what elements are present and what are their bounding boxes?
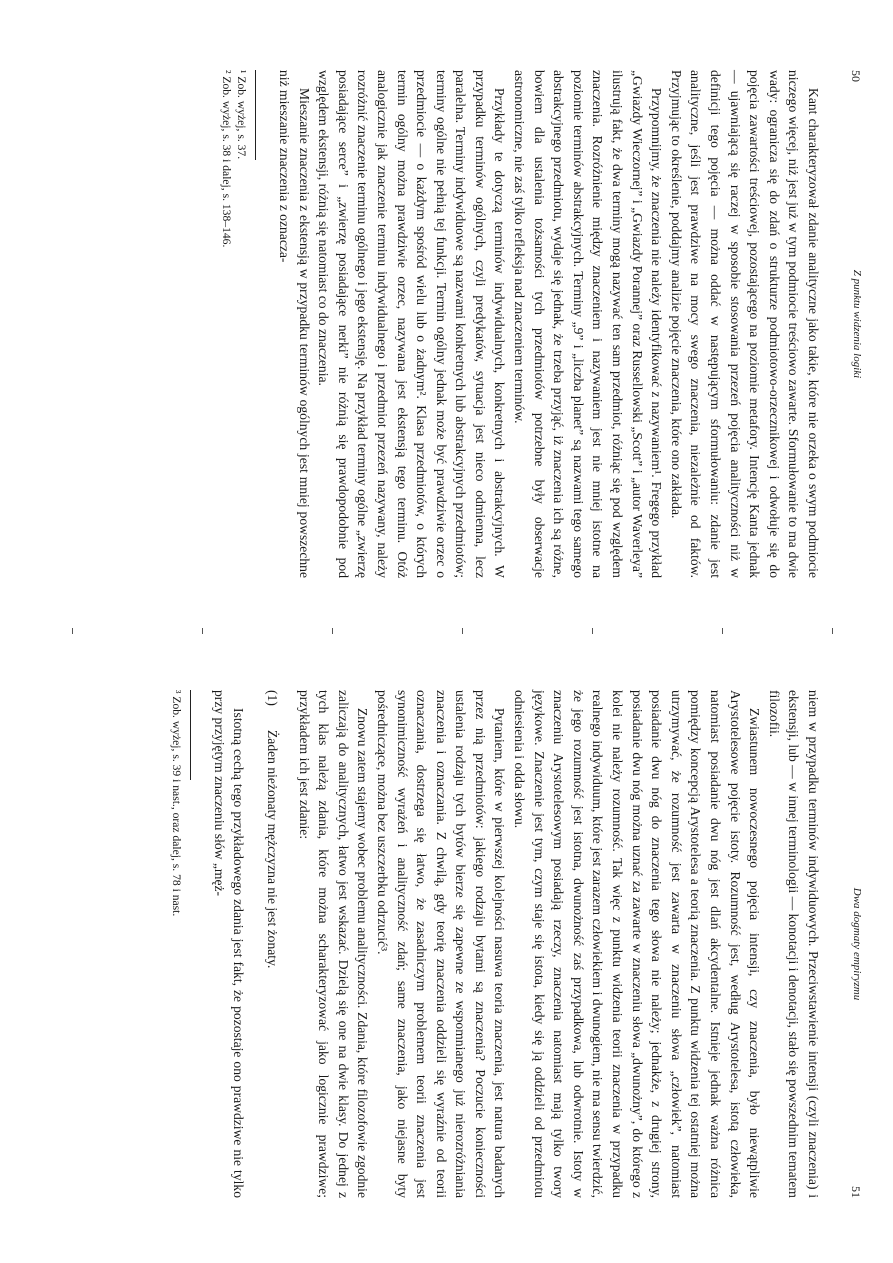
paragraph: Zwiastunem nowoczesnego pojęcia intensji, czy znaczenia, było niewątpliwie Arystotelesowe pojęcie istoty. Rozumność jest, według Arystotelesa, istotą człowieka, natomiast posiadanie dwu nóg jest dlań akcydentalne. Istnieje jednak ważna różnica pomiędzy koncepcją Arystotelesa a teorią znaczenia. Z punktu widzenia tej ostatniej można utrzymywać, że rozumność jest zawarta w znaczeniu słowa „człowiek”, natomiast posiadanie dwu nóg do znaczenia tego słowa nie należy; jednakże, z drugiej strony, posiadanie dwu nóg można uznać za zawarte w znaczeniu słowa „dwunożny”, do którego z kolei nie należy rozumność. Tak więc z punktu widzenia teorii znaczenia w przypadku realnego indywiduum, które jest zarazem człowiekiem i dwunogiem, nie ma sensu twierdzić, że jego rozumność jest istotna, dwunożność zaś przypadkowa, lub odwrotnie. Istoty w znaczeniu Arystotelesowym posiadają rzeczy, znaczenia natomiast mają tylko twory językowe. Znaczenie jest tym, czym staje się istota, kiedy się ją oddzieli od przedmiotu odniesienia i odda słowu.	[512, 690, 763, 1198]
footnotes	[219, 70, 249, 578]
paragraph: Pytaniem, które w pierwszej kolejności nasuwa teoria znaczenia, jest natura badanych przez nią przedmiotów: jakiego rodzaju bytami są znaczenia? Poczucie konieczności ustalenia rodzaju tych bytów bierze się zapewne ze wspomnianego już nierozróżniania znaczenia i oznaczania. Z chwilą, gdy teorię znaczenia oddzieli się wyraźnie od teorii oznaczania, dostrzega się łatwo, że zasadniczym problemem teorii znaczenia jest synonimiczność wyrażeń i analityczność zdań; same znaczenia, jako niejasne byty pośredniczące, można bez uszczerbku odrzucić³.	[374, 690, 508, 1198]
left-page	[0, 40, 893, 600]
page-number: 50	[849, 70, 863, 82]
paragraph: Przypomnijmy, że znaczenia nie należy identyfikować z nazywaniem¹. Fregego przykład „Gwiazdy Wieczornej” i „Gwiazdy Porannej” oraz Russellowski „Scott” i „autor Waverleya” ilustrują fakt, że dwa terminy mogą nazywać ten sam przedmiot, różniąc się pod względem znaczenia. Rozróżnienie między znaczeniem i nazywaniem jest nie mniej istotne na poziomie terminów abstrakcyjnych. Terminy „9” i „liczba planet” są nazwami tego samego abstrakcyjnego przedmiotu, wydaje się jednak, że trzeba przyjąć, iż znaczenia ich są różne, bowiem dla ustalenia tożsamości tych przedmiotów potrzebne były obserwacje astronomiczne, nie zaś tylko refleksja nad znaczeniem terminów.	[512, 70, 665, 578]
gutter-mark	[202, 628, 203, 634]
gutter-mark	[832, 628, 833, 634]
right-page-body	[169, 690, 823, 1198]
left-page-header	[841, 70, 863, 578]
running-head: Z punktu widzenia logiki	[851, 269, 863, 379]
paragraph: Przykłady te dotyczą terminów indywidualnych, konkretnych i abstrakcyjnych. W przypadku terminów ogólnych, czyli predykatów, sytuacja jest nieco odmienna, lecz paralelna. Terminy indywiduowe są nazwami konkretnych lub abstrakcyjnych przedmiotów; terminy ogólne nie pełnią tej funkcji. Termin ogólny jednak może być prawdziwie orzec o przedmiocie — o każdym spośród wielu lub o żadnym². Klasa przedmiotów, o których termin ogólny można prawdziwie orzec, nazywana jest ekstensją tego terminu. Otóż analogicznie jak znaczenie terminu indywidualnego i przedmiot przezeń nazywany, należy rozróżnić znaczenie terminu ogólnego i jego ekstensję. Na przykład terminy ogólne „zwierzę posiadające serce” i „zwierzę posiadające nerki” nie różnią się prawdopodobnie pod względem ekstensji, różnią się natomiast co do znaczenia.	[316, 70, 508, 578]
footnote: ¹ Zob. wyżej, s. 37.	[235, 70, 249, 160]
paragraph: niem w przypadku terminów indywiduowych. Przeciwstawienie intensji (czyli znaczenia) i ekstensji, lub — w innej terminologii — konotacji i denotacji, stało się powszednim tematem filozofii.	[766, 690, 821, 1198]
gutter-mark	[332, 628, 333, 634]
footnote: ² Zob. wyżej, s. 38 i dalej, s. 138–146.	[220, 70, 234, 248]
right-page	[0, 666, 893, 1226]
gutter-mark	[722, 628, 723, 634]
example-sentence	[262, 690, 282, 1198]
paragraph: Kant charakteryzował zdanie analityczne jako takie, które nie orzeka o swym podmiocie niczego więcej, niż jest już w tym podmiocie treściowo zawarte. Sformułowanie to ma dwie wady: ogranicza się do zdań o strukturze podmiotowo-orzecznikowej i odwołuje się do pojęcia zawartości treściowej, pozostającego na poziomie metafory. Intencję Kanta jednak — ujawniającą się raczej w sposobie stosowania przezeń pojęcia analityczności niż w definicji tego pojęcia — można oddać w następującym sformułowaniu: zdanie jest analityczne, jeśli jest prawdziwe na mocy swego znaczenia, niezależnie od faktów. Przyjmując to określenie, poddajmy analizie pojęcie znaczenia, które ono zakłada.	[668, 70, 821, 578]
right-page-header	[841, 690, 863, 1198]
example-text: Żaden nieżonaty mężczyzna nie jest żonaty.	[264, 730, 280, 969]
footnote: ³ Zob. wyżej, s. 39 i nast., oraz dalej, s. 78 i nast.	[170, 690, 184, 917]
footnote-rule	[255, 70, 256, 160]
example-label: (1)	[264, 690, 280, 706]
left-page-body	[219, 70, 823, 578]
gutter-mark	[592, 628, 593, 634]
paragraph: Znowu zatem stajemy wobec problemu analityczności. Zdania, które filozofowie zgodnie zaliczają do analitycznych, łatwo jest wskazać. Dzielą się one na dwie klasy. Do jednej z tych klas należą zdania, które można scharakteryzować jako logicznie prawdziwe; przykładem ich jest zdanie:	[296, 690, 371, 1198]
paragraph: Mieszanie znaczenia z ekstensją w przypadku terminów ogólnych jest mniej powszechne niż mieszanie znaczenia z oznacza-	[276, 70, 312, 578]
gutter-mark	[462, 628, 463, 634]
running-head: Dwa dogmaty empiryzmu	[851, 887, 863, 1001]
paragraph: Istotną cechą tego przykładowego zdania jest fakt, że pozostaje ono prawdziwe nie tylko przy przyjętym znaczeniu słów „męż-	[211, 690, 247, 1198]
footnotes	[169, 690, 184, 1198]
page-number: 51	[849, 1186, 863, 1198]
gutter-mark	[72, 628, 73, 634]
footnote-rule	[190, 690, 191, 780]
